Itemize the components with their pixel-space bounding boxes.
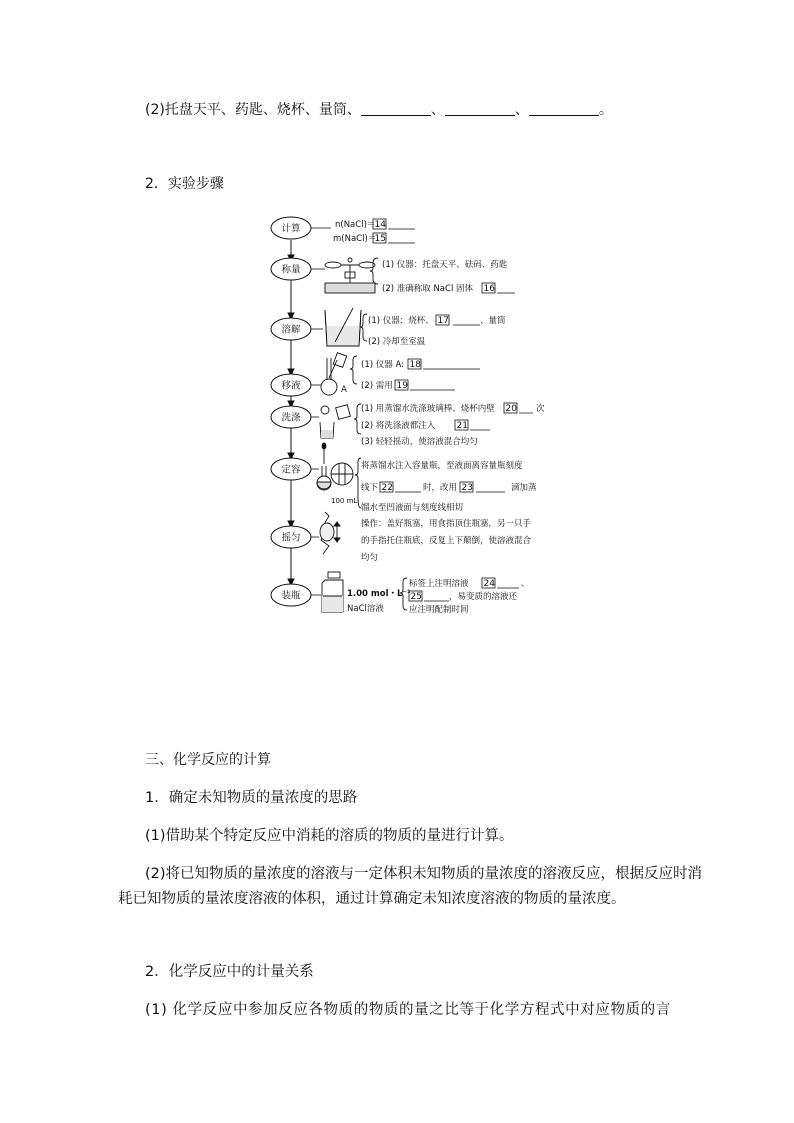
step-label: 移液 bbox=[281, 380, 301, 392]
volume-line2-suffix: 滴加蒸 bbox=[511, 483, 537, 493]
step-label: 称量 bbox=[281, 264, 301, 276]
bottle-line3: 应注明配制时间 bbox=[409, 605, 469, 615]
flask-volume-label: 100 mL bbox=[331, 497, 358, 505]
blank-number: 21 bbox=[456, 421, 468, 431]
bottle-concentration: 1.00 mol・L⁻¹ bbox=[347, 589, 411, 599]
sub2-paragraph1-text: (1) 化学反应中参加反应各物质的物质的量之比等于化学方程式中对应物质的 bbox=[145, 1002, 656, 1018]
volume-line1: 将蒸馏水注入容量瓶，至液面离容量瓶刻度 bbox=[361, 461, 523, 471]
blank-number: 22 bbox=[381, 483, 393, 493]
brace-icon bbox=[354, 404, 361, 434]
wash-item1: (1) 用蒸馏水洗涤玻璃棒、烧杯内壁 bbox=[361, 404, 495, 414]
transfer-item2: (2) 需用 bbox=[361, 381, 393, 391]
sub2-paragraph1 bbox=[145, 1000, 671, 1020]
shake-hand-icon bbox=[320, 512, 340, 554]
blank-number: 19 bbox=[396, 381, 408, 391]
blank-number: 20 bbox=[505, 404, 517, 414]
brace-icon bbox=[360, 314, 367, 341]
wash-beaker-icon bbox=[320, 405, 350, 438]
step-label: 定容 bbox=[281, 464, 301, 476]
step-label: 溶解 bbox=[281, 324, 301, 336]
bottle-solution: NaCl溶液 bbox=[347, 604, 384, 614]
blank-number: 17 bbox=[437, 316, 449, 326]
experiment-flowchart bbox=[265, 210, 565, 620]
separator: 、 bbox=[430, 102, 445, 118]
separator: 、 bbox=[521, 579, 530, 589]
volume-line2-prefix: 线下 bbox=[361, 483, 379, 493]
blank-number: 25 bbox=[410, 592, 422, 602]
step-label: 摇匀 bbox=[281, 532, 301, 544]
equipment-line bbox=[145, 100, 613, 120]
wash-item3: (3) 轻轻摇动，使溶液混合均匀 bbox=[361, 437, 478, 447]
volume-line2-mid: 时，改用 bbox=[423, 483, 458, 493]
blank-2 bbox=[445, 101, 515, 116]
transfer-item1: (1) 仪器 A: bbox=[361, 360, 404, 370]
balance-icon bbox=[325, 258, 375, 293]
separator: 、 bbox=[514, 102, 529, 118]
blank-number: 23 bbox=[461, 483, 473, 493]
dissolve-item2: (2) 冷却至室温 bbox=[368, 337, 426, 347]
shake-line1: 操作：盖好瓶塞，用食指顶住瓶塞，另一只手 bbox=[361, 519, 532, 529]
flask-label-a: A bbox=[341, 385, 347, 395]
blank-number: 24 bbox=[483, 579, 495, 589]
section3-title: 三、化学反应的计算 bbox=[145, 752, 271, 768]
sub1-paragraph2-line1: (2)将已知物质的量浓度的溶液与一定体积未知物质的量浓度的溶液反应，根据反应时消 bbox=[145, 866, 703, 882]
beaker-icon bbox=[325, 308, 361, 346]
sub2-title: 2．化学反应中的计量关系 bbox=[145, 964, 314, 980]
blank-number: 16 bbox=[483, 284, 495, 294]
blank-1 bbox=[361, 101, 431, 116]
reagent-bottle-icon bbox=[322, 572, 343, 612]
wash-item2: (2) 将洗涤液都注入 bbox=[361, 421, 436, 431]
sub1-title: 1．确定未知物质的量浓度的思路 bbox=[145, 790, 358, 806]
calc-n-label: n(NaCl)＝ bbox=[335, 220, 376, 230]
calc-m-label: m(NaCl)＝ bbox=[333, 234, 377, 244]
weigh-item1: (1) 仪器：托盘天平、砝码、药匙 bbox=[382, 260, 508, 270]
brace-icon bbox=[350, 356, 357, 384]
sub1-paragraph2-line2: 耗已知物质的量浓度溶液的体积，通过计算确定未知浓度溶液的物质的量浓度。 bbox=[118, 891, 626, 907]
step-label: 洗涤 bbox=[281, 412, 301, 424]
shake-line2: 的手指托住瓶底，反复上下颠倒，使溶液混合 bbox=[361, 536, 532, 546]
blank-number: 15 bbox=[374, 234, 386, 244]
step-label: 装瓶 bbox=[281, 590, 301, 602]
bottle-line1: 标签上注明溶液 bbox=[409, 579, 469, 589]
sub1-paragraph1: (1)借助某个特定反应中消耗的溶质的物质的量进行计算。 bbox=[145, 828, 514, 844]
blank-3 bbox=[529, 101, 599, 116]
dissolve-item1: (1) 仪器：烧杯、 bbox=[368, 316, 434, 326]
bottle-line2-suffix: ，易变质的溶液还 bbox=[449, 592, 518, 602]
period: 。 bbox=[598, 102, 613, 118]
blank-number: 14 bbox=[374, 220, 386, 230]
wash-item1-suffix: 次 bbox=[536, 404, 545, 414]
weigh-item2: (2) 准确称取 NaCl 固体 bbox=[382, 284, 474, 294]
dropper-flask-icon bbox=[317, 443, 353, 490]
sub2-paragraph1-tail: ⾔ bbox=[655, 1002, 671, 1018]
step-label: 计算 bbox=[281, 223, 301, 235]
dissolve-item1-suffix: 、量筒 bbox=[480, 316, 506, 326]
section2-title: 2．实验步骤 bbox=[145, 176, 224, 192]
volume-line3: 馏水至凹液面与刻度线相切 bbox=[361, 503, 464, 513]
equipment-text: (2)托盘天平、药匙、烧杯、量筒、 bbox=[145, 102, 361, 118]
shake-line3: 均匀 bbox=[361, 553, 379, 563]
blank-number: 18 bbox=[409, 360, 421, 370]
